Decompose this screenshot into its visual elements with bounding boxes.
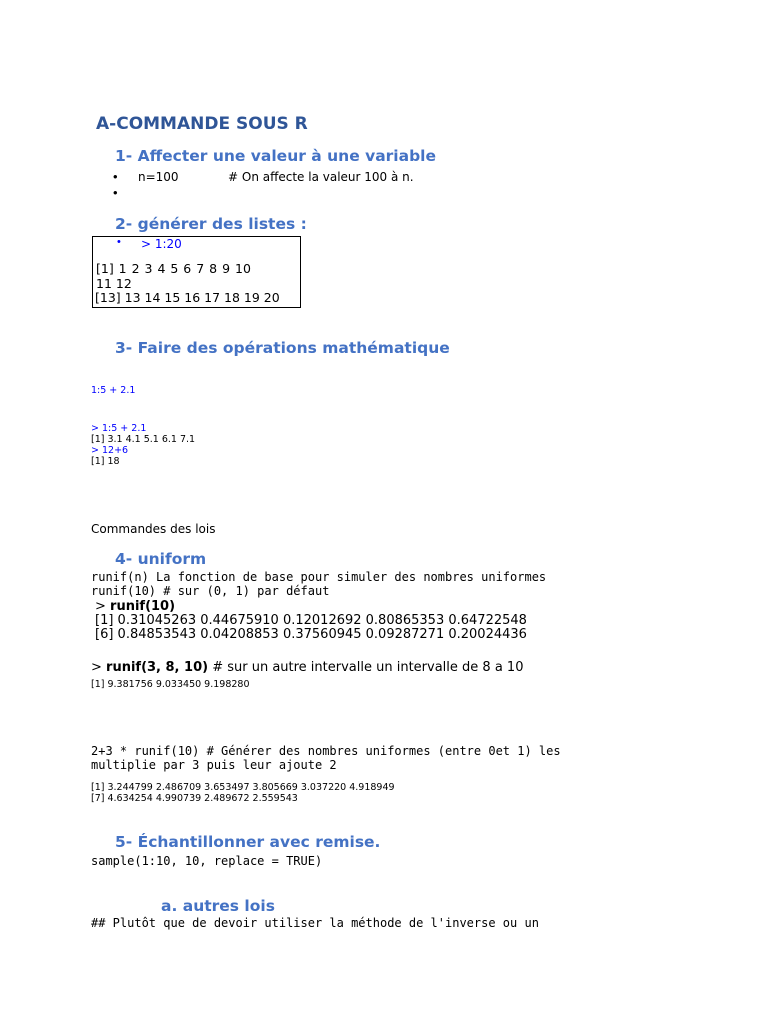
s4-line-2: runif(10) # sur (0, 1) par défaut (91, 584, 330, 598)
s3-console-1: > 1:5 + 2.1 (91, 423, 147, 434)
s5-code: sample(1:10, 10, replace = TRUE) (91, 854, 323, 868)
prompt: > (95, 599, 111, 614)
runif-range-command: runif(3, 8, 10) (106, 660, 209, 675)
s3-console-2: [1] 3.1 4.1 5.1 6.1 7.1 (91, 434, 196, 445)
section-2-heading: 2- générer des listes : (115, 215, 307, 233)
s4-line-1: runif(n) La fonction de base pour simuler des nombres uniformes (91, 570, 547, 584)
s4-line-8: 2+3 * runif(10) # Générer des nombres uniformes (entre 0et 1) les (91, 744, 561, 758)
s3-console-3: > 12+6 (91, 445, 129, 456)
s2-command: > 1:20 (141, 237, 182, 251)
s4-line-5: [6] 0.84853543 0.04208853 0.37560945 0.09287271 0.20024436 (95, 627, 527, 642)
bullet-1: • (113, 169, 118, 184)
box-bullet: • (117, 236, 121, 248)
section-4-heading: 4- uniform (115, 550, 207, 568)
sa-code: ## Plutôt que de devoir utiliser la méthode de l'inverse ou un (91, 916, 539, 930)
s3-console-4: [1] 18 (91, 456, 120, 467)
s4-line-11: [7] 4.634254 4.990739 2.489672 2.559543 (91, 793, 298, 804)
lois-label: Commandes des lois (91, 522, 216, 536)
s3-expression: 1:5 + 2.1 (91, 385, 136, 396)
prompt: > (91, 660, 107, 675)
s4-line-10: [1] 3.244799 2.486709 3.653497 3.805669 3.037220 4.918949 (91, 782, 395, 793)
s4-line-4: [1] 0.31045263 0.44675910 0.12012692 0.80865353 0.64722548 (95, 613, 527, 628)
s2-output-line-3: [13] 13 14 15 16 17 18 19 20 (95, 290, 280, 305)
s4-line-7: [1] 9.381756 9.033450 9.198280 (91, 679, 250, 690)
s1-comment: # On affecte la valeur 100 à n. (228, 170, 414, 184)
section-1-heading: 1- Affecter une valeur à une variable (115, 147, 437, 165)
s4-line-3 (95, 599, 175, 614)
s1-code: n=100 (138, 170, 179, 184)
s2-output-line-1: [1] 1 2 3 4 5 6 7 8 9 10 (96, 261, 251, 276)
s4-line-6 (91, 660, 523, 675)
runif-range-comment: # sur un autre intervalle un intervalle de 8 a 10 (208, 660, 524, 675)
s2-output-line-2: 11 12 (96, 276, 132, 291)
runif-command: runif(10) (110, 599, 176, 614)
page-title: A-COMMANDE SOUS R (96, 114, 308, 134)
section-3-heading: 3- Faire des opérations mathématique (115, 339, 450, 357)
s4-line-9: multiplie par 3 puis leur ajoute 2 (91, 758, 337, 772)
section-5-heading: 5- Échantillonner avec remise. (115, 833, 381, 851)
bullet-2: • (113, 185, 118, 200)
section-a-heading: a. autres lois (161, 897, 275, 915)
